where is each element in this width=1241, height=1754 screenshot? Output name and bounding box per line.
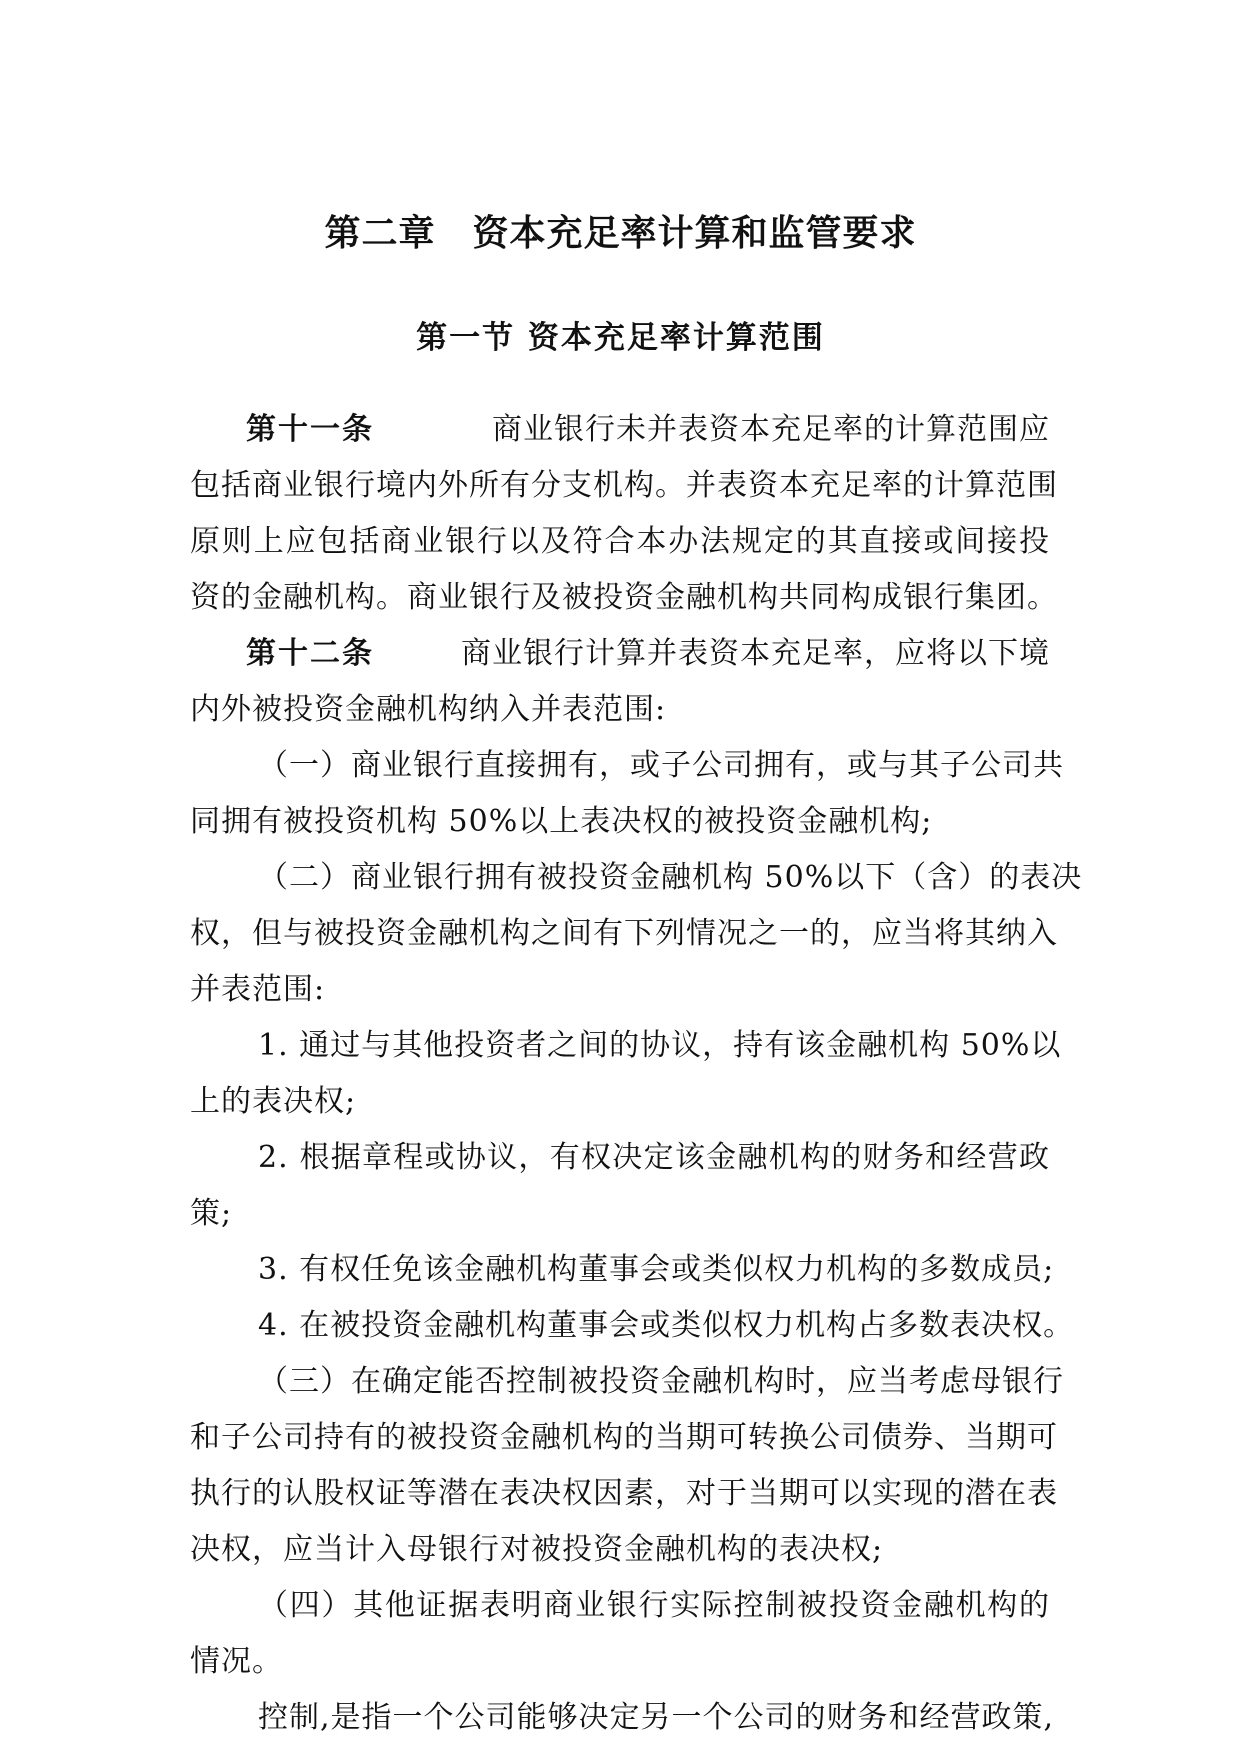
article-11-line-4: 资的金融机构。商业银行及被投资金融机构共同构成银行集团。 <box>190 580 1058 615</box>
control-line-1: 控制,是指一个公司能够决定另一个公司的财务和经营政策, <box>258 1700 1055 1735</box>
item-2-line-1: （二）商业银行拥有被投资金融机构 50%以下（含）的表决 <box>258 860 1083 895</box>
sub-item-2-line-1: 2. 根据章程或协议，有权决定该金融机构的财务和经营政 <box>258 1140 1050 1175</box>
sub-item-1-line-2: 上的表决权; <box>190 1084 357 1119</box>
sub-item-3-line-1: 3. 有权任免该金融机构董事会或类似权力机构的多数成员; <box>258 1252 1055 1287</box>
article-12-line-2: 内外被投资金融机构纳入并表范围: <box>190 692 667 727</box>
article-12-line-1 <box>190 626 1050 682</box>
item-4-line-1: （四）其他证据表明商业银行实际控制被投资金融机构的 <box>258 1588 1050 1623</box>
sub-item-2-line-2: 策; <box>190 1196 233 1231</box>
article-11-line-1 <box>190 402 1050 458</box>
sub-item-1-line-1: 1. 通过与其他投资者之间的协议，持有该金融机构 50%以 <box>258 1028 1062 1063</box>
item-2-line-2: 权，但与被投资金融机构之间有下列情况之一的，应当将其纳入 <box>190 916 1058 951</box>
article-11-text-1: 商业银行未并表资本充足率的计算范围应 <box>492 412 1050 447</box>
chapter-title: 第二章 资本充足率计算和监管要求 <box>324 213 917 254</box>
article-11-line-3: 原则上应包括商业银行以及符合本办法规定的其直接或间接投 <box>190 524 1050 559</box>
article-12-label: 第十二条 <box>246 636 374 671</box>
section-title: 第一节 资本充足率计算范围 <box>416 320 825 356</box>
item-2-line-3: 并表范围: <box>190 972 326 1007</box>
document-body <box>190 402 1083 1746</box>
article-12-text-1: 商业银行计算并表资本充足率，应将以下境 <box>461 636 1050 671</box>
item-3-line-4: 决权，应当计入母银行对被投资金融机构的表决权; <box>190 1532 884 1567</box>
item-3-line-3: 执行的认股权证等潜在表决权因素，对于当期可以实现的潜在表 <box>190 1476 1058 1511</box>
item-1-line-2: 同拥有被投资机构 50%以上表决权的被投资金融机构; <box>190 804 933 839</box>
item-1-line-1: （一）商业银行直接拥有，或子公司拥有，或与其子公司共 <box>258 748 1064 783</box>
sub-item-4-line-1: 4. 在被投资金融机构董事会或类似权力机构占多数表决权。 <box>258 1308 1075 1343</box>
article-11-line-2: 包括商业银行境内外所有分支机构。并表资本充足率的计算范围 <box>190 468 1058 503</box>
item-3-line-1: （三）在确定能否控制被投资金融机构时，应当考虑母银行 <box>258 1364 1064 1399</box>
item-4-line-2: 情况。 <box>190 1644 283 1679</box>
article-11-label: 第十一条 <box>246 412 374 447</box>
item-3-line-2: 和子公司持有的被投资金融机构的当期可转换公司债券、当期可 <box>190 1420 1058 1455</box>
